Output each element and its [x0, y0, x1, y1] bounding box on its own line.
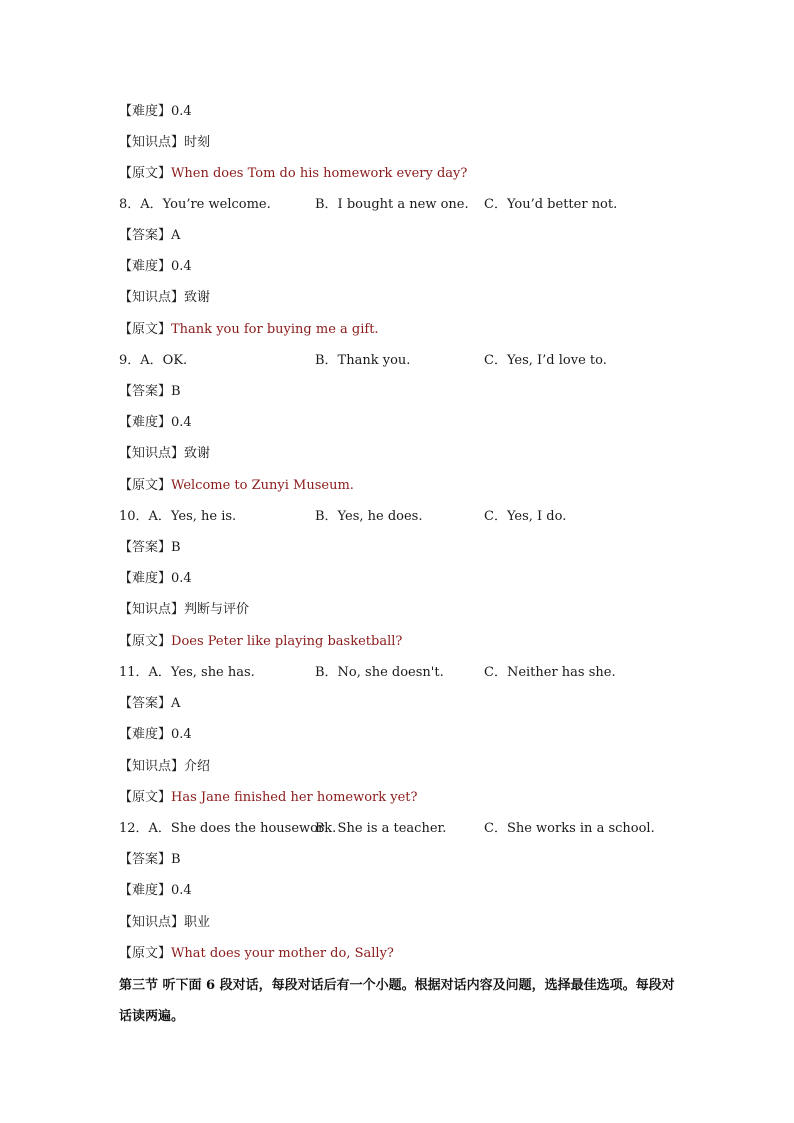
difficulty-label: 【难度】 [119, 104, 172, 119]
knowledge-line [119, 134, 210, 152]
original-text: Has Jane finished her homework yet? [171, 790, 418, 805]
question-number: 8． [119, 197, 141, 212]
difficulty-value: 0.4 [171, 259, 192, 274]
answer-line [119, 539, 181, 557]
difficulty-line [119, 258, 192, 276]
knowledge-label: 【知识点】 [119, 759, 185, 774]
option-a: A．She does the housework. [148, 821, 337, 836]
knowledge-value: 判断与评价 [184, 602, 250, 617]
answer-label: 【答案】 [119, 384, 172, 399]
question-options [119, 820, 336, 838]
answer-label: 【答案】 [119, 696, 172, 711]
original-label: 【原文】 [119, 166, 172, 181]
question-options [119, 664, 255, 682]
answer-value: A [171, 228, 181, 243]
section-heading: 第三节 听下面 6 段对话，每段对话后有一个小题。根据对话内容及问题，选择最佳选项。每段对话读两遍。 [119, 978, 675, 1024]
option-b: B．She is a teacher. [315, 821, 447, 836]
original-line [119, 945, 394, 963]
original-text: Welcome to Zunyi Museum. [171, 478, 354, 493]
original-text: Does Peter like playing basketball? [171, 634, 403, 649]
difficulty-label: 【难度】 [119, 727, 172, 742]
original-line [119, 789, 418, 807]
difficulty-value: 0.4 [171, 415, 192, 430]
option-c: C．Yes, I do. [484, 509, 567, 524]
knowledge-value: 致谢 [184, 446, 211, 461]
original-line [119, 321, 379, 339]
knowledge-label: 【知识点】 [119, 915, 185, 930]
option-c: C．Neither has she. [484, 665, 616, 680]
original-label: 【原文】 [119, 478, 172, 493]
difficulty-value: 0.4 [171, 571, 192, 586]
answer-line [119, 227, 180, 245]
question-options [119, 196, 271, 214]
original-label: 【原文】 [119, 946, 172, 961]
answer-value: B [171, 384, 181, 399]
option-a: A．Yes, she has. [148, 665, 255, 680]
original-label: 【原文】 [119, 790, 172, 805]
option-c: C．Yes, I’d love to. [484, 353, 607, 368]
question-options [119, 352, 187, 370]
option-a: A．Yes, he is. [148, 509, 237, 524]
original-text: What does your mother do, Sally? [171, 946, 394, 961]
knowledge-value: 介绍 [184, 759, 211, 774]
difficulty-line [119, 882, 192, 900]
original-text: When does Tom do his homework every day? [171, 166, 468, 181]
original-text: Thank you for buying me a gift. [171, 322, 379, 337]
knowledge-line [119, 289, 210, 307]
original-line [119, 165, 467, 183]
option-c: C．You’d better not. [484, 197, 618, 212]
difficulty-value: 0.4 [171, 883, 192, 898]
knowledge-value: 职业 [184, 915, 211, 930]
knowledge-value: 时刻 [184, 135, 211, 150]
question-number: 9． [119, 353, 141, 368]
option-b: B．No, she doesn't. [315, 665, 444, 680]
question-number: 10． [119, 509, 149, 524]
answer-value: B [171, 540, 181, 555]
knowledge-label: 【知识点】 [119, 290, 185, 305]
knowledge-line [119, 445, 210, 463]
knowledge-label: 【知识点】 [119, 602, 185, 617]
knowledge-label: 【知识点】 [119, 135, 185, 150]
option-b: B．I bought a new one. [315, 197, 469, 212]
difficulty-label: 【难度】 [119, 571, 172, 586]
question-number: 12． [119, 821, 149, 836]
answer-line [119, 383, 181, 401]
option-b: B．Thank you. [315, 353, 411, 368]
knowledge-label: 【知识点】 [119, 446, 185, 461]
difficulty-label: 【难度】 [119, 259, 172, 274]
knowledge-value: 致谢 [184, 290, 211, 305]
difficulty-label: 【难度】 [119, 883, 172, 898]
answer-label: 【答案】 [119, 228, 172, 243]
option-a: A．OK. [140, 353, 188, 368]
knowledge-line [119, 914, 210, 932]
answer-line [119, 851, 181, 869]
answer-line [119, 695, 180, 713]
difficulty-line [119, 414, 192, 432]
answer-value: B [171, 852, 181, 867]
question-number: 11． [119, 665, 149, 680]
knowledge-line [119, 758, 210, 776]
difficulty-line [119, 103, 192, 121]
original-line [119, 633, 402, 651]
option-a: A．You’re welcome. [140, 197, 271, 212]
question-options [119, 508, 236, 526]
answer-label: 【答案】 [119, 852, 172, 867]
original-label: 【原文】 [119, 322, 172, 337]
difficulty-label: 【难度】 [119, 415, 172, 430]
original-label: 【原文】 [119, 634, 172, 649]
difficulty-line [119, 726, 192, 744]
difficulty-value: 0.4 [171, 727, 192, 742]
difficulty-value: 0.4 [171, 104, 192, 119]
knowledge-line [119, 601, 249, 619]
original-line [119, 477, 354, 495]
answer-label: 【答案】 [119, 540, 172, 555]
answer-value: A [171, 696, 181, 711]
option-c: C．She works in a school. [484, 821, 655, 836]
option-b: B．Yes, he does. [315, 509, 423, 524]
difficulty-line [119, 570, 192, 588]
